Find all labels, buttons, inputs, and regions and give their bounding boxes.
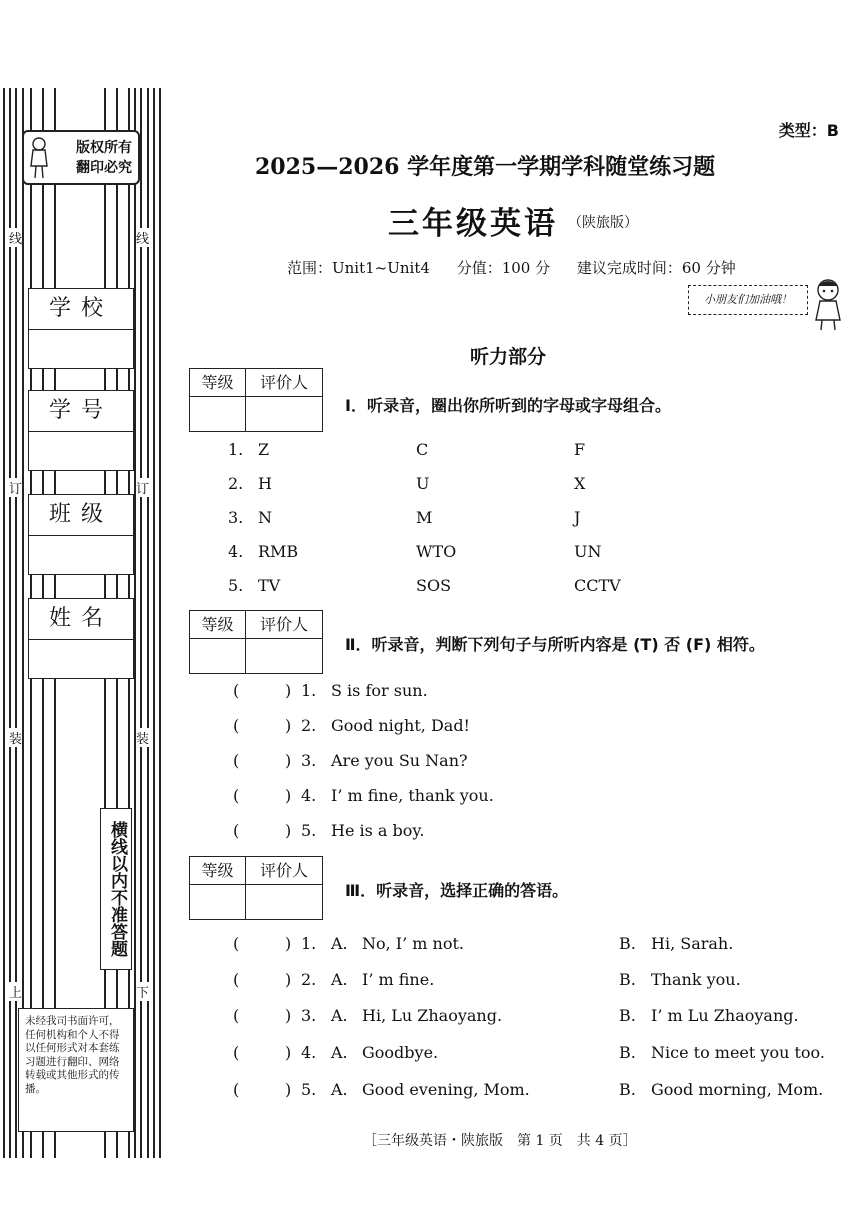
grade-level-blank[interactable] <box>190 397 246 431</box>
option-b[interactable]: SOS <box>416 576 452 595</box>
option-b[interactable]: M <box>416 508 433 527</box>
answer-paren-close[interactable]: ) <box>285 1006 292 1025</box>
option-c[interactable]: J <box>574 508 581 527</box>
section1-heading: Ⅰ．听录音，圈出你所听到的字母或字母组合。 <box>345 396 671 415</box>
girl-figure-icon <box>28 136 50 180</box>
option-b[interactable]: I’ m Lu Zhaoyang. <box>651 1006 799 1025</box>
section3-heading: Ⅲ．听录音，选择正确的答语。 <box>345 881 569 900</box>
school-blank[interactable] <box>29 330 133 368</box>
student-id-field[interactable] <box>28 390 134 471</box>
paper-type: 类型：B <box>778 121 839 140</box>
copyright-stamp <box>22 130 140 185</box>
answer-paren-open[interactable]: ( <box>233 1006 240 1025</box>
option-c[interactable]: X <box>574 474 586 493</box>
class-field[interactable] <box>28 494 134 575</box>
grade-reviewer-blank[interactable] <box>246 885 322 919</box>
answer-paren-close[interactable]: ) <box>285 786 292 805</box>
option-b[interactable]: Good morning, Mom. <box>651 1080 824 1099</box>
answer-paren-open[interactable]: ( <box>233 821 240 840</box>
option-a[interactable]: TV <box>258 576 281 595</box>
option-c[interactable]: CCTV <box>574 576 621 595</box>
school-field[interactable] <box>28 288 134 369</box>
option-a[interactable]: N <box>258 508 272 527</box>
grade-level-blank[interactable] <box>190 639 246 673</box>
grade-reviewer-label: 评价人 <box>246 857 322 885</box>
cut-mark-shang: 上 <box>9 982 22 1001</box>
answer-paren-close[interactable]: ) <box>285 970 292 989</box>
listening-section-title: 听力部分 <box>470 346 547 368</box>
section2-heading: Ⅱ．听录音，判断下列句子与所听内容是 (T) 否 (F) 相符。 <box>345 635 765 654</box>
name-blank[interactable] <box>29 640 133 678</box>
option-a[interactable]: I’ m fine. <box>362 970 435 989</box>
range-text: 范围：Unit1~Unit4 <box>287 259 430 277</box>
class-blank[interactable] <box>29 536 133 574</box>
option-a[interactable]: Z <box>258 440 270 459</box>
cut-mark-xian-right: 线 <box>136 228 149 247</box>
student-id-label: 学号 <box>29 391 133 432</box>
option-a[interactable]: Hi, Lu Zhaoyang. <box>362 1006 503 1025</box>
answer-paren-open[interactable]: ( <box>233 681 240 700</box>
answer-paren-open[interactable]: ( <box>233 934 240 953</box>
answer-paren-open[interactable]: ( <box>233 970 240 989</box>
page-title: 2025—2026 学年度第一学期学科随堂练习题 <box>255 154 716 180</box>
exam-meta <box>287 257 758 278</box>
grade-reviewer-blank[interactable] <box>246 639 322 673</box>
answer-paren-close[interactable]: ) <box>285 716 292 735</box>
grade-level-label: 等级 <box>190 369 246 397</box>
cut-mark-ding-left: 订 <box>9 478 22 497</box>
name-label: 姓名 <box>29 599 133 640</box>
grade-level-label: 等级 <box>190 611 246 639</box>
edition-label: （陕旅版） <box>568 215 638 231</box>
answer-paren-open[interactable]: ( <box>233 716 240 735</box>
grade-box-3[interactable] <box>189 856 323 920</box>
answer-paren-open[interactable]: ( <box>233 1080 240 1099</box>
score-text: 分值：100 分 <box>456 259 551 277</box>
answer-paren-open[interactable]: ( <box>233 786 240 805</box>
class-label: 班级 <box>29 495 133 536</box>
grade-reviewer-label: 评价人 <box>246 611 322 639</box>
grade-level-blank[interactable] <box>190 885 246 919</box>
option-a[interactable]: Goodbye. <box>362 1043 439 1062</box>
time-text: 建议完成时间：60 分钟 <box>576 259 736 277</box>
option-b[interactable]: U <box>416 474 430 493</box>
grade-reviewer-label: 评价人 <box>246 369 322 397</box>
cut-mark-ding-right: 订 <box>136 478 149 497</box>
option-b[interactable]: Nice to meet you too. <box>651 1043 825 1062</box>
stamp-line1: 版权所有 <box>76 140 132 156</box>
cut-mark-zhuang-right: 装 <box>136 728 149 747</box>
cut-mark-xia: 下 <box>136 982 149 1001</box>
cut-mark-zhuang-left: 装 <box>9 728 22 747</box>
name-field[interactable] <box>28 598 134 679</box>
answer-paren-close[interactable]: ) <box>285 751 292 770</box>
option-a[interactable]: No, I’ m not. <box>362 934 465 953</box>
subject-title: 三年级英语 <box>388 206 558 242</box>
option-b[interactable]: Thank you. <box>651 970 741 989</box>
option-b[interactable]: Hi, Sarah. <box>651 934 734 953</box>
answer-paren-close[interactable]: ) <box>285 1080 292 1099</box>
option-c[interactable]: UN <box>574 542 602 561</box>
student-id-blank[interactable] <box>29 432 133 470</box>
no-answer-notice: 横线以内不准答题 <box>100 808 132 970</box>
copyright-text: 未经我司书面许可，任何机构和个人不得以任何形式对本套练习题进行翻印、网络转载或其他形式的传播。 <box>25 1015 120 1095</box>
option-b[interactable]: C <box>416 440 429 459</box>
option-c[interactable]: F <box>574 440 586 459</box>
stamp-line2: 翻印必究 <box>76 160 132 176</box>
copyright-notice <box>18 1008 134 1132</box>
cheer-banner: 小朋友们加油哦！ <box>688 285 808 315</box>
answer-paren-open[interactable]: ( <box>233 1043 240 1062</box>
option-b[interactable]: WTO <box>416 542 457 561</box>
option-a[interactable]: H <box>258 474 272 493</box>
answer-paren-close[interactable]: ) <box>285 821 292 840</box>
answer-paren-close[interactable]: ) <box>285 681 292 700</box>
cut-mark-xian-left: 线 <box>9 228 22 247</box>
answer-paren-close[interactable]: ) <box>285 1043 292 1062</box>
grade-reviewer-blank[interactable] <box>246 397 322 431</box>
option-a[interactable]: RMB <box>258 542 299 561</box>
page-footer: ［三年级英语・陕旅版 第 1 页 共 4 页］ <box>363 1133 637 1149</box>
answer-paren-close[interactable]: ) <box>285 934 292 953</box>
cartoon-girl-icon <box>806 276 850 332</box>
grade-level-label: 等级 <box>190 857 246 885</box>
school-label: 学校 <box>29 289 133 330</box>
answer-paren-open[interactable]: ( <box>233 751 240 770</box>
grade-box-2[interactable] <box>189 610 323 674</box>
grade-box-1[interactable] <box>189 368 323 432</box>
option-a[interactable]: Good evening, Mom. <box>362 1080 530 1099</box>
